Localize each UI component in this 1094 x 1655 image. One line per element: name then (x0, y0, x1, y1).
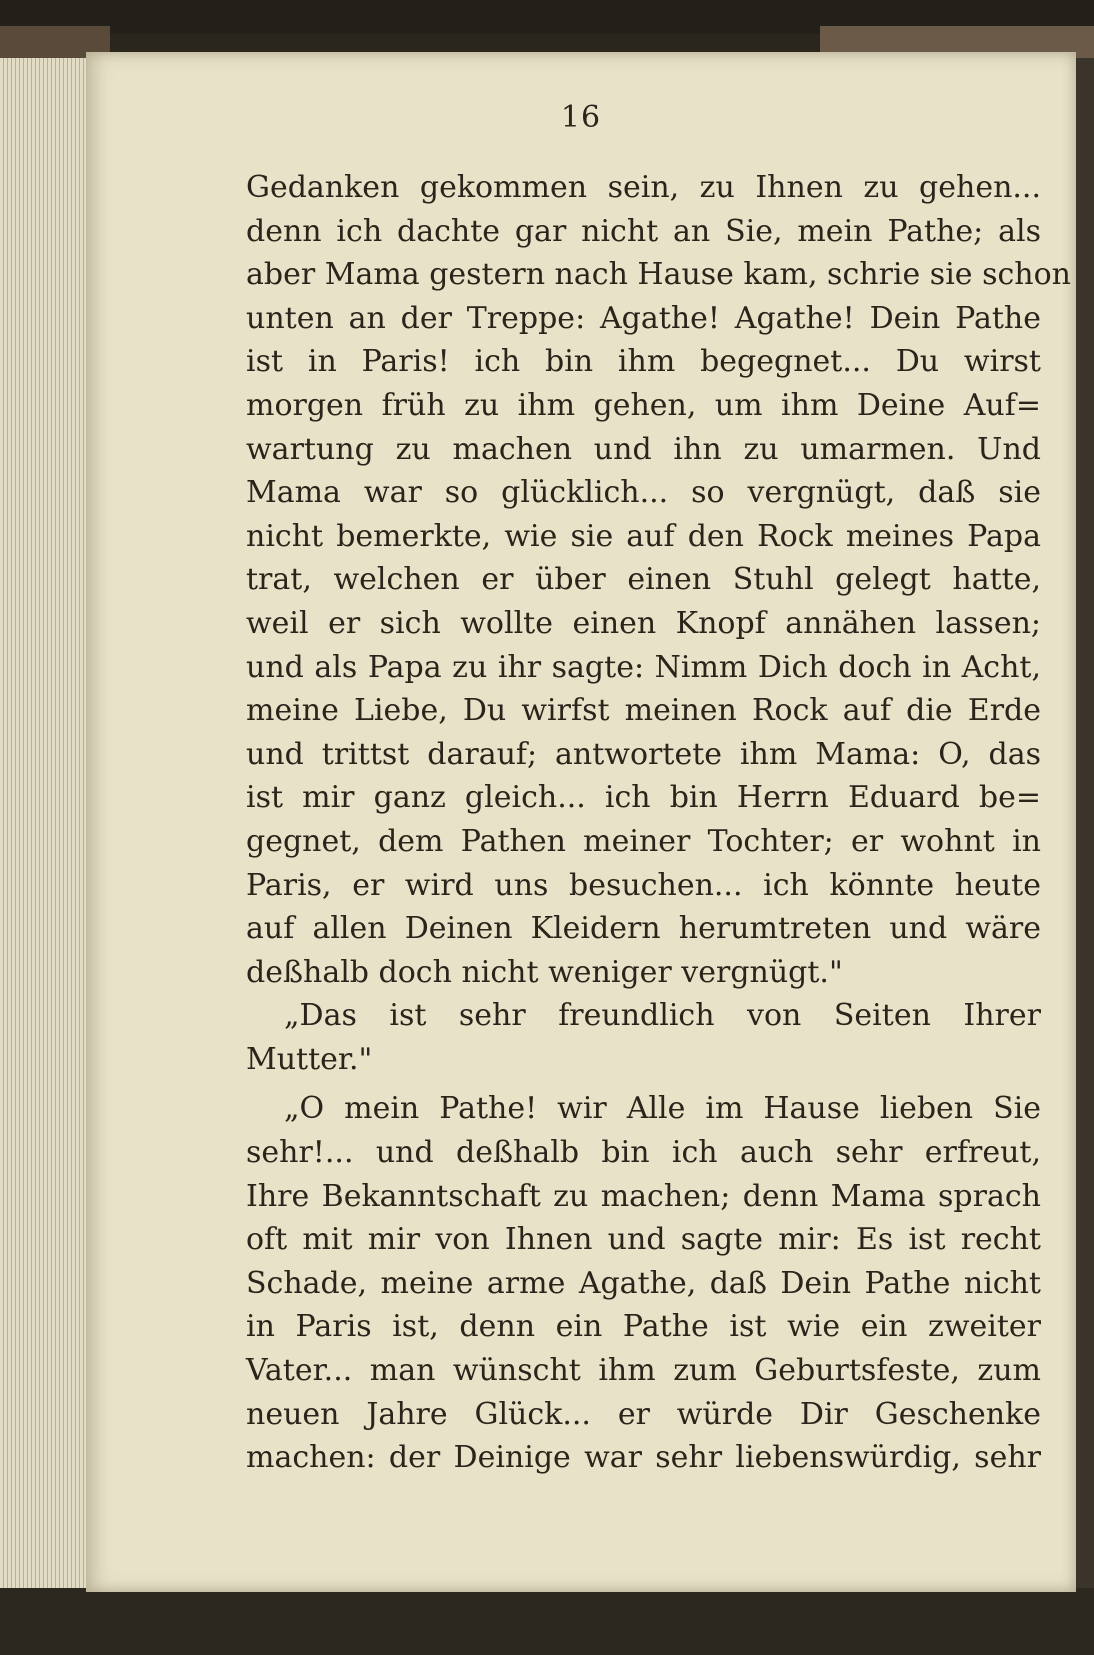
text-line: Ihre Bekanntschaft zu machen; denn Mama sprach (246, 1178, 1041, 1214)
text-line: und trittst darauf; antwortete ihm Mama: O, das (246, 736, 1041, 772)
text-line: ist in Paris! ich bin ihm begegnet... Du wirst (246, 344, 1041, 380)
text-line: auf allen Deinen Kleidern herumtreten und wäre (246, 911, 1041, 947)
text-line: „O mein Pathe! wir Alle im Hause lieben Sie (284, 1091, 1041, 1127)
text-line: Mama war so glücklich... so vergnügt, daß sie (246, 475, 1041, 511)
text-line: wartung zu machen und ihn zu umarmen. Und (246, 431, 1041, 467)
text-line: Mutter." (246, 1041, 373, 1077)
text-line: denn ich dachte gar nicht an Sie, mein Pathe; als (246, 213, 1041, 249)
text-line: Gedanken gekommen sein, zu Ihnen zu gehen... (246, 170, 1041, 205)
page-number: 16 (560, 100, 602, 135)
text-line: Paris, er wird uns besuchen... ich könnte heute (246, 867, 1041, 903)
text-line: neuen Jahre Glück... er würde Dir Geschenke (246, 1396, 1041, 1432)
text-line: deßhalb doch nicht weniger vergnügt." (246, 954, 843, 990)
text-line: unten an der Treppe: Agathe! Agathe! Dein Pathe (246, 300, 1041, 336)
text-line: und als Papa zu ihr sagte: Nimm Dich doch in Acht, (246, 649, 1041, 685)
text-line: oft mit mir von Ihnen und sagte mir: Es ist recht (246, 1222, 1041, 1258)
page-stack-edges (0, 58, 94, 1593)
text-line: nicht bemerkte, wie sie auf den Rock meines Papa (246, 518, 1041, 554)
text-line: sehr!... und deßhalb bin ich auch sehr erfreut, (246, 1135, 1041, 1171)
text-line: ist mir ganz gleich... ich bin Herrn Eduard be= (246, 780, 1041, 816)
text-line: aber Mama gestern nach Hause kam, schrie sie schon (246, 257, 1071, 293)
text-line: „Das ist sehr freundlich von Seiten Ihrer (284, 998, 1041, 1034)
text-line: gegnet, dem Pathen meiner Tochter; er wohnt in (246, 823, 1041, 859)
book-page (86, 52, 1076, 1592)
page-text (246, 166, 1071, 1480)
scan-background-bottom (0, 1588, 1094, 1655)
text-line: Vater... man wünscht ihm zum Geburtsfeste, zum (246, 1353, 1041, 1389)
text-line: Schade, meine arme Agathe, daß Dein Pathe nicht (246, 1265, 1041, 1301)
text-line: morgen früh zu ihm gehen, um ihm Deine Auf= (246, 387, 1041, 423)
text-line: meine Liebe, Du wirfst meinen Rock auf die Erde (246, 693, 1041, 729)
text-line: in Paris ist, denn ein Pathe ist wie ein zweiter (246, 1309, 1041, 1345)
text-line: weil er sich wollte einen Knopf annähen lassen; (246, 605, 1041, 641)
text-line: trat, welchen er über einen Stuhl gelegt hatte, (246, 562, 1041, 598)
text-line: machen: der Deinige war sehr liebenswürdig, sehr (246, 1440, 1041, 1476)
